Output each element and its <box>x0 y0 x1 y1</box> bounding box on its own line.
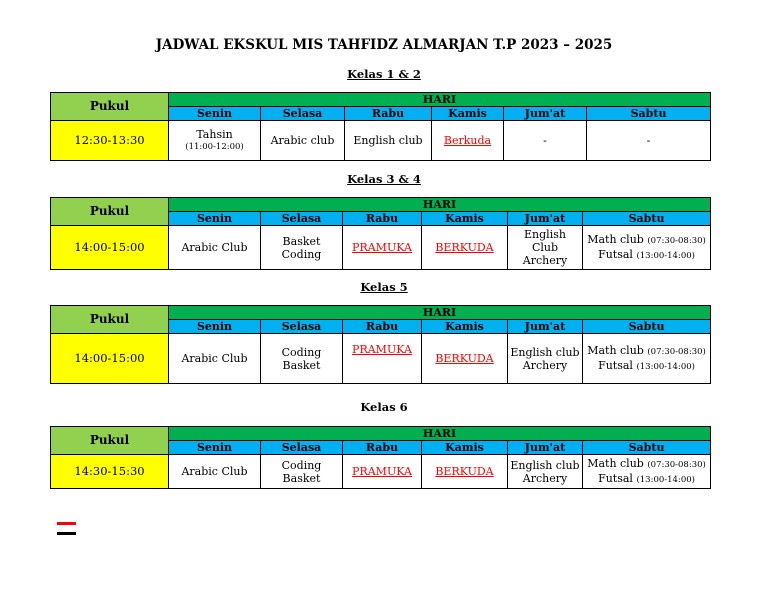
activity-time: (07:30-08:30) <box>647 346 706 357</box>
activity-line <box>585 359 708 374</box>
section-title-kelas-1-2: Kelas 1 & 2 <box>347 67 421 81</box>
schedule-table-kelas-3-4 <box>50 197 711 270</box>
day-header-rabu: Rabu <box>343 441 422 455</box>
page-title: JADWAL EKSKUL MIS TAHFIDZ ALMARJAN T.P 2023 – 2025 <box>155 37 613 53</box>
day-header-sabtu: Sabtu <box>587 107 711 121</box>
activity-time: (07:30-08:30) <box>647 235 706 246</box>
day-header-kamis: Kamis <box>422 320 508 334</box>
activity-name: Archery <box>522 471 568 485</box>
activity-name: Futsal <box>598 471 633 485</box>
day-header-senin: Senin <box>169 441 261 455</box>
day-header-kamis: Kamis <box>422 441 508 455</box>
cell-kamis <box>422 226 508 270</box>
cell-jumat <box>508 226 583 270</box>
day-header-jumat: Jum'at <box>508 441 583 455</box>
activity-time: (13:00-14:00) <box>636 474 695 485</box>
activity-name: English club <box>510 458 580 472</box>
activity-name: English Club <box>524 228 566 254</box>
day-header-kamis: Kamis <box>422 212 508 226</box>
time-cell: 14:00-15:00 <box>51 334 169 384</box>
day-header-kamis: Kamis <box>432 107 504 121</box>
cell-rabu: English club <box>345 121 432 161</box>
cell-senin: Arabic Club <box>169 455 261 489</box>
activity-line <box>585 233 708 248</box>
schedule-table-kelas-1-2 <box>50 92 711 161</box>
pukul-header: Pukul <box>51 306 169 334</box>
hari-header: HARI <box>169 306 711 320</box>
activity-time: (13:00-14:00) <box>636 361 695 372</box>
activity-link-berkuda[interactable]: BERKUDA <box>435 465 494 478</box>
cell-sabtu <box>583 226 711 270</box>
activity-name: Math club <box>587 232 644 246</box>
cell-rabu <box>343 334 422 384</box>
day-header-sabtu: Sabtu <box>583 441 711 455</box>
activity-line <box>585 457 708 472</box>
activity-line <box>585 248 708 263</box>
activity-line <box>585 344 708 359</box>
cell-sabtu <box>583 455 711 489</box>
pukul-header: Pukul <box>51 198 169 226</box>
day-header-rabu: Rabu <box>345 107 432 121</box>
activity-name: Coding <box>281 345 322 359</box>
activity-name: Math club <box>587 343 644 357</box>
hari-header: HARI <box>169 427 711 441</box>
day-header-jumat: Jum'at <box>504 107 587 121</box>
time-cell: 14:30-15:30 <box>51 455 169 489</box>
day-header-rabu: Rabu <box>343 212 422 226</box>
day-header-selasa: Selasa <box>261 441 343 455</box>
cell-rabu <box>343 455 422 489</box>
activity-link-pramuka[interactable]: PRAMUKA <box>352 241 412 254</box>
cell-senin: Arabic Club <box>169 334 261 384</box>
day-header-rabu: Rabu <box>343 320 422 334</box>
activity-name: Futsal <box>598 358 633 372</box>
activity-name: Coding <box>281 458 322 472</box>
activity-time: (11:00-12:00) <box>185 141 244 152</box>
cell-sabtu: - <box>587 121 711 161</box>
activity-name: Basket <box>282 471 321 485</box>
hari-header: HARI <box>169 93 711 107</box>
day-header-selasa: Selasa <box>261 320 343 334</box>
activity-link-pramuka[interactable]: PRAMUKA <box>352 343 412 356</box>
day-header-jumat: Jum'at <box>508 320 583 334</box>
cell-rabu <box>343 226 422 270</box>
activity-link-berkuda[interactable]: BERKUDA <box>435 352 494 365</box>
time-cell: 12:30-13:30 <box>51 121 169 161</box>
day-header-sabtu: Sabtu <box>583 212 711 226</box>
activity-name: Math club <box>587 456 644 470</box>
day-header-selasa: Selasa <box>261 107 345 121</box>
activity-name: Tahsin <box>196 127 233 141</box>
activity-time: (07:30-08:30) <box>647 459 706 470</box>
hari-header: HARI <box>169 198 711 212</box>
cell-jumat <box>508 455 583 489</box>
flag-stripe-white <box>57 525 76 532</box>
activity-line <box>585 472 708 487</box>
cell-sabtu <box>583 334 711 384</box>
schedule-table-kelas-5 <box>50 305 711 384</box>
activity-link-berkuda[interactable]: Berkuda <box>443 134 492 147</box>
section-title-kelas-5: Kelas 5 <box>360 280 408 294</box>
cell-kamis <box>422 455 508 489</box>
day-header-selasa: Selasa <box>261 212 343 226</box>
section-title-kelas-6: Kelas 6 <box>360 400 408 414</box>
day-header-sabtu: Sabtu <box>583 320 711 334</box>
section-title-kelas-3-4: Kelas 3 & 4 <box>347 172 421 186</box>
cell-selasa <box>261 334 343 384</box>
schedule-table-kelas-6 <box>50 426 711 489</box>
cell-selasa <box>261 455 343 489</box>
activity-link-pramuka[interactable]: PRAMUKA <box>352 465 412 478</box>
cell-senin <box>169 121 261 161</box>
time-cell: 14:00-15:00 <box>51 226 169 270</box>
cell-kamis <box>432 121 504 161</box>
pukul-header: Pukul <box>51 93 169 121</box>
day-header-jumat: Jum'at <box>508 212 583 226</box>
indonesia-flag-icon <box>57 522 76 535</box>
activity-name: Coding <box>281 247 322 261</box>
day-header-senin: Senin <box>169 212 261 226</box>
activity-name: English club <box>510 345 580 359</box>
activity-name: Futsal <box>598 247 633 261</box>
cell-selasa <box>261 226 343 270</box>
activity-name: Basket <box>282 358 321 372</box>
day-header-senin: Senin <box>169 320 261 334</box>
cell-kamis <box>422 334 508 384</box>
pukul-header: Pukul <box>51 427 169 455</box>
day-header-senin: Senin <box>169 107 261 121</box>
flag-stripe-black <box>57 532 76 535</box>
activity-name: Basket <box>282 234 321 248</box>
cell-jumat <box>508 334 583 384</box>
activity-name: Archery <box>522 358 568 372</box>
activity-name: Archery <box>522 254 568 267</box>
activity-time: (13:00-14:00) <box>636 250 695 261</box>
cell-senin: Arabic Club <box>169 226 261 270</box>
cell-selasa: Arabic club <box>261 121 345 161</box>
activity-link-berkuda[interactable]: BERKUDA <box>435 241 494 254</box>
cell-jumat: - <box>504 121 587 161</box>
